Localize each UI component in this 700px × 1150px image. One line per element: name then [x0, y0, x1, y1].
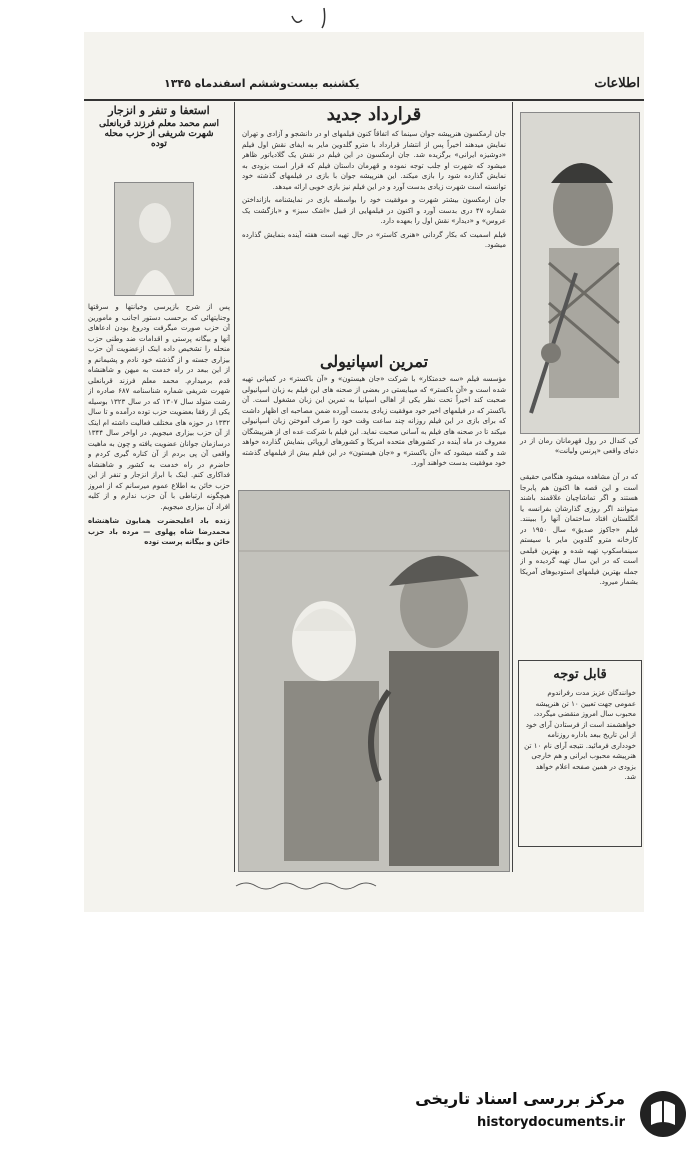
photo-knight	[520, 112, 640, 434]
article-spanish-practice: مؤسسه فیلم «سه خدمتکار» با شرکت «جان هیستون» و «آن باکستر» در کمپانی تهیه شده است و «آن باکستر» که میبایستی در بعضی از صحنه های این فیلم به زبان اسپانیولی صحبت کند اخیراً تحت نظر یکی از اهالی اسپانیا به تمرین این زبان مشغول است. آن باکستر که در فیلمهای اخیر خود موفقیت زیادی بدست آورده ضمن مصاحبه ای اظهار داشت که برای بازی در این فیلم روزانه چند ساعت وقت خود را صرف آموختن زبان اسپانیولی میکند تا در صحنه های فیلم به آسانی صحبت نماید. این فیلم با شرکت عده ای از هنرپیشگان معروف در ماه آینده در کشورهای متحده امریکا و کشورهای اروپائی بنمایش گذارده خواهد شد و گفته میشود که «آن باکستر» و «جان هیستون» در این فیلم بیش از فیلمهای گذشته خود موفقیت بدست خواهند آورد.	[242, 375, 506, 467]
watermark-title: مرکز بررسی اسناد تاریخی	[415, 1089, 625, 1108]
notice-body: خوانندگان عزیز مدت رفراندوم عمومی جهت تعیین ۱۰ تن هنرپیشه محبوب سال امروز منقضی میگردد، خواهشمند است از فرستادن آرای خود از این تاریخ ببعد باداره روزنامه خودداری فرمائید. نتیجه آرای نام ۱۰ تن هنرپیشه محبوب ایرانی و هم خارجی بزودی در همین صفحه اعلام خواهد شد.	[524, 689, 636, 781]
photo-film-scene	[238, 490, 510, 872]
archive-watermark	[410, 1085, 695, 1145]
article-new-contract: جان ارمکسون هنرپیشه جوان سینما که اتفاقاً کنون فیلمهای او در دانشجو و آزادی و تهران نمایش میدهند اخیراً پس از انتشار قرارداد با مترو گلدوین مایر به ایفای نقش اول فیلم «دوشیزه ایرانی» برگزیده شد. جان ارمکسون در این فیلم در نقش یک گلادیاتور ظاهر میشود که شهرت او جلب توجه نموده و قهرمان داستان فیلم که قرار است بزودی به نمایش گذارده شود را بازی میکند. این هنرپیشه جوان با بازی در فیلمهای گذشته خود توانسته است شهرت زیادی بدست آورد و در این فیلم نیز بازی خوبی ارائه میدهد.	[242, 130, 506, 191]
article-new-contract-3: فیلم اسمیت که بکار گردانی «هنری کاستر» در حال تهیه است هفته آینده بنمایش گذارده میشود.	[242, 230, 506, 249]
notice-title: قابل توجه	[553, 667, 607, 682]
subhead-party: شهرت شریفی از حزب محله	[104, 129, 214, 139]
watermark-url: historydocuments.ir	[476, 1115, 625, 1130]
photo-portrait	[114, 182, 194, 296]
notice-box	[518, 660, 642, 847]
bottom-caption-scribble	[234, 877, 384, 891]
headline-spanish-practice: تمرین اسپانیولی	[319, 352, 429, 371]
column-rule-right	[512, 102, 513, 872]
right-photo-caption: کی کندال در رول قهرمانان رمان از در دنیای واقعی «پرنس ولیانت»	[520, 437, 638, 455]
headline-new-contract: قرارداد جدید	[326, 104, 422, 125]
middle-column-second	[242, 352, 506, 487]
left-column-article	[88, 302, 230, 850]
resignation-signature: زنده باد اعلیحضرت همایون شاهنشاه محمدرضا شاه پهلوی — مرده باد حزب خائن و بیگانه پرست توده	[88, 517, 230, 546]
newspaper-page	[84, 32, 644, 912]
masthead: اطلاعات	[594, 75, 640, 91]
column-rule-left	[234, 102, 235, 872]
right-column-article: که در آن مشاهده میشود هنگامی حقیقی است و این قصه ها اکنون هم پابرجا هستند و اگر تماشاچیان علاقمند باشند میتوانند اگر روزی گذارشان بفرانسه یا انگلستان افتاد ساختمان آنها را ببینند. فیلم «جاکوز صدیق» سال ۱۹۵۰ در کارخانه مترو گلدوین مایر با سیستم سینماسکوپ تهیه شده و بهترین فیلمی است که در این سال تهیه گردیده و از جمله بهترین فیلمهای استودیوهای آمریکا بشمار میرود.	[520, 473, 638, 586]
article-new-contract-2: جان ارمکسون بیشتر شهرت و موفقیت خود را بواسطه بازی در نمایشنامه بازانداختن شماره ۴۷ دری بدست آورد و اکنون در فیلمهایی از قبیل «اشک سبز» و «بازگشت یک عروس» و «دیدار» نقش اول را بعهده دارد.	[242, 196, 506, 225]
subhead-party-2: توده	[151, 139, 167, 149]
archive-logo-icon	[637, 1089, 689, 1139]
subhead-name: اسم محمد معلم فرزند قربانعلی	[99, 119, 219, 129]
headline-resignation: استعفا و تنفر و انزجار	[108, 104, 210, 117]
dateline: یکشنبه بیست‌وششم اسفندماه ۱۳۴۵	[164, 76, 360, 90]
resignation-body: پس از شرح بازپرسی وخیانتها و سرقتها وجنایتهائی که برحسب دستور اجانب و مامورین آن حزب صورت میگرفت ودروغ بودن ادعاهای آنها و بیگانه پرستی و اقدامات ضد وطنی حزب منحله را تشخیص داده اینک ازعضویت آن حزب بیزاری جسته و از گذشته خود نادم و پشیمانم و از این ببعد در راه خدمت به میهن و شاهنشاه قدم برمیدارم. محمد معلم فرزند قربانعلی شهرت شریفی شماره شناسنامه ۶۸۷ صادره از رشت متولد سال ۱۳۰۷ که در سال ۱۳۲۳ بوسیله یکی از رفقا بعضویت حزب توده درآمده و تا سال ۱۳۳۲ در حوزه های مختلف فعالیت داشته ام اینک از آن حزب بیزاری میجویم. در اواخر سال ۱۳۴۴ درسازمان جوانان عضویت یافته و چون به ماهیت واقعی آن پی بردم از آن کناره گیری کردم و حاضرم در راه خدمت به کشور و شاهنشاه فداکاری کنم. اینک با ابراز انزجار و تنفر از این حزب خائن به اطلاع عموم میرسانم که از امروز هیچگونه ارتباطی با آن حزب ندارم و از کلیه افراد آن بیزاری میجویم.	[88, 303, 230, 511]
left-column-heading	[88, 104, 230, 149]
page-header	[84, 67, 644, 101]
